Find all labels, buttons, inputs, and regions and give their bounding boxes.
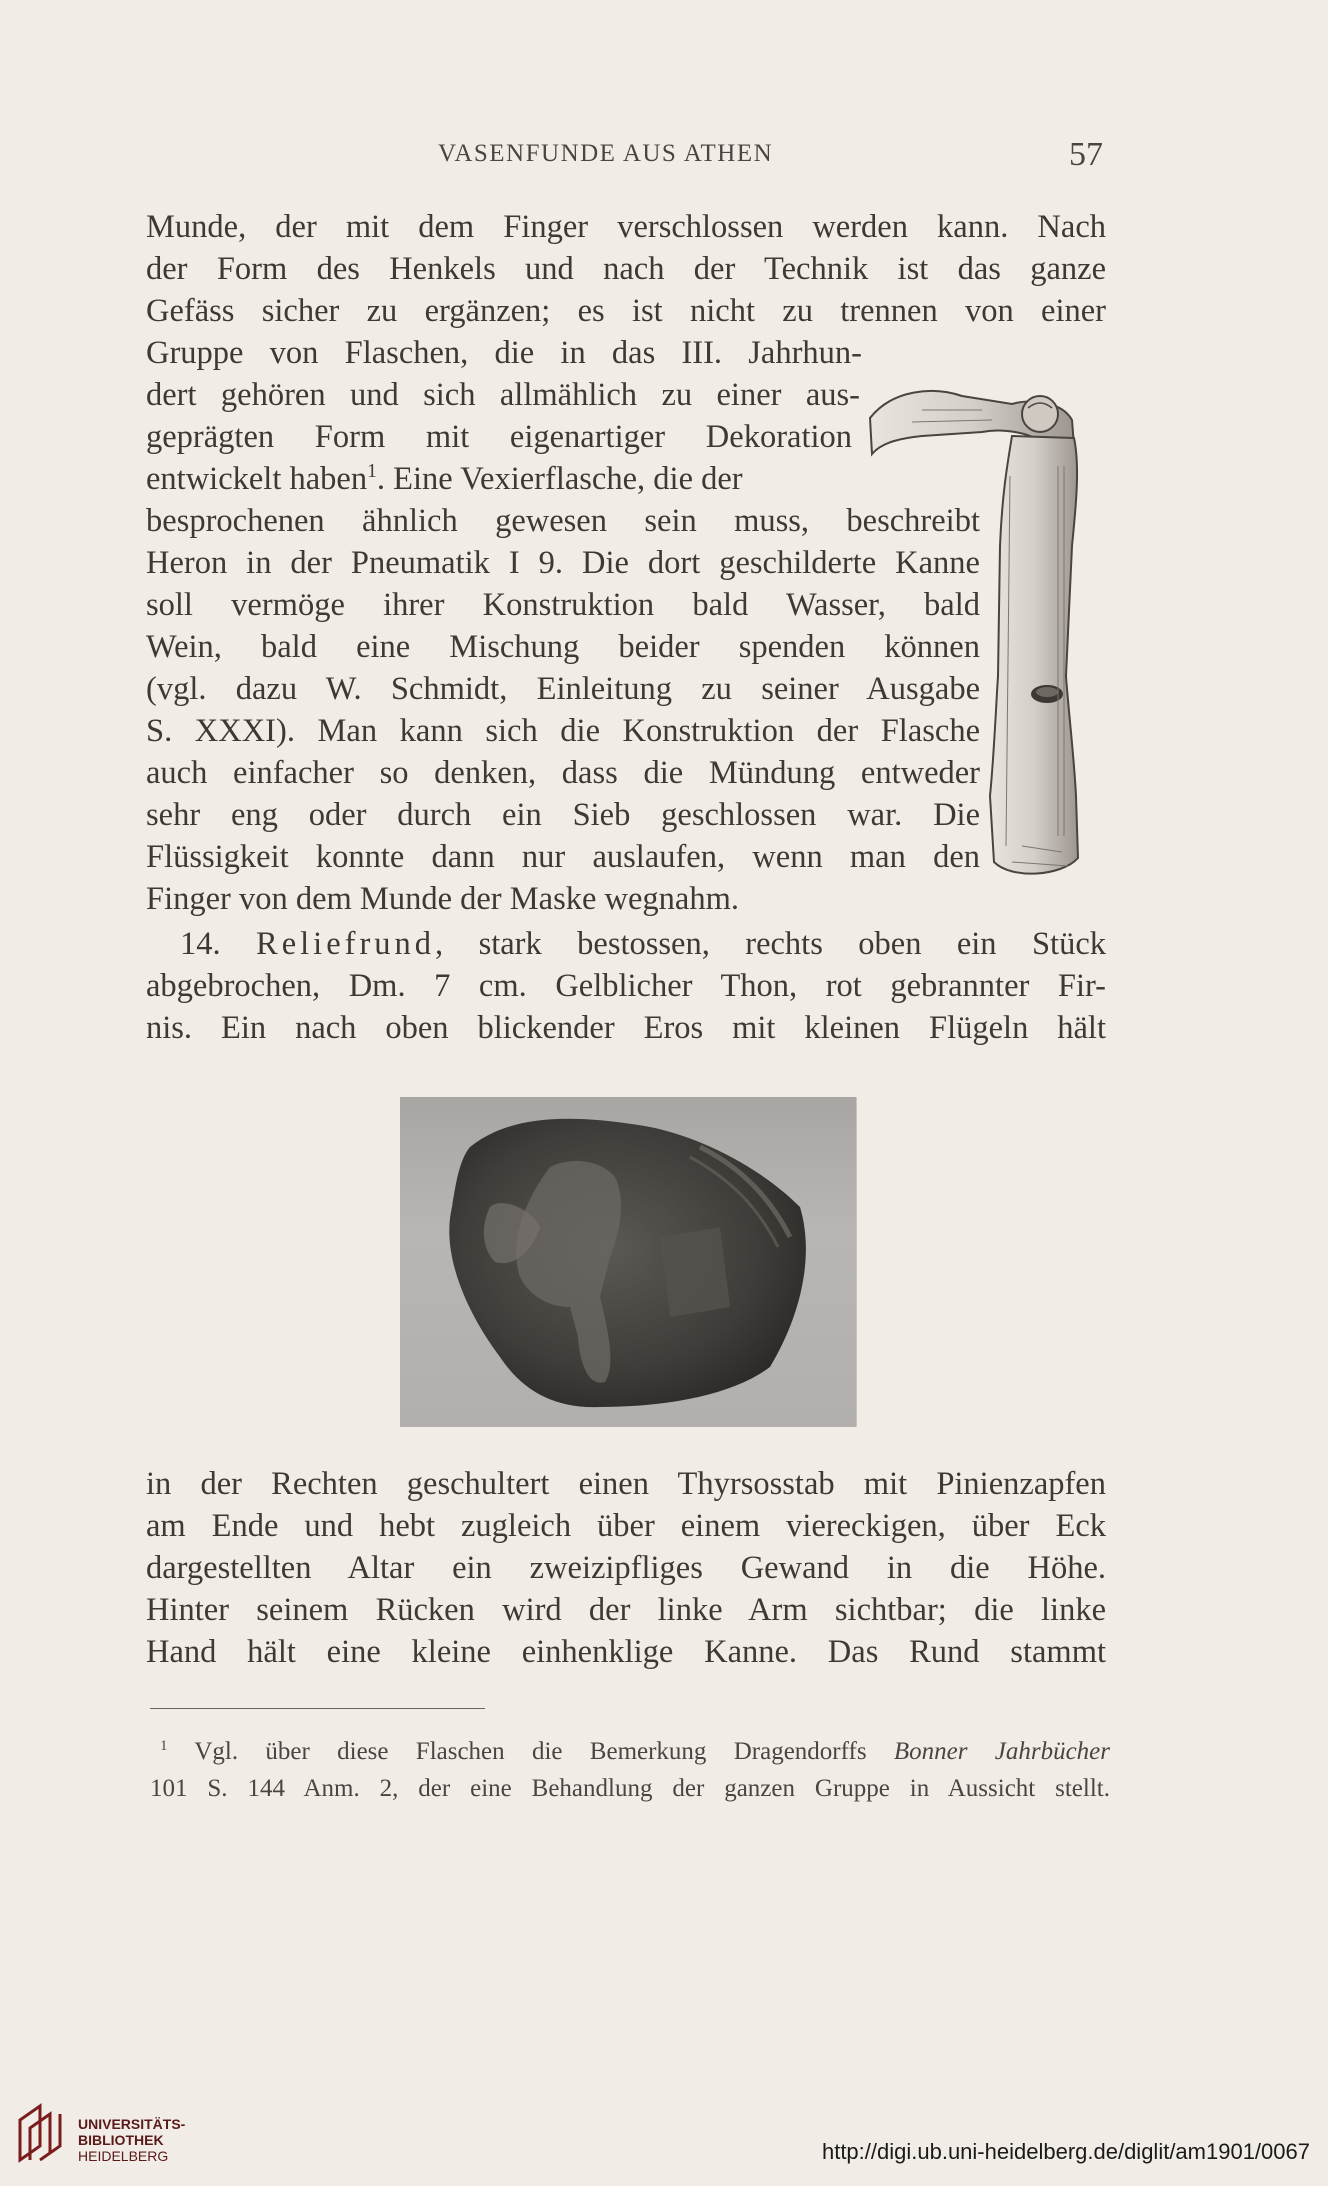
- body-line-18-rest: , stark bestossen, rechts oben ein Stück: [435, 926, 1107, 962]
- flask-illustration: [862, 376, 1092, 896]
- stamp-line-2: BIBLIOTHEK: [78, 2132, 164, 2148]
- body-line-11: Wein, bald eine Mischung beider spenden können: [146, 629, 980, 665]
- body-line-7: [146, 459, 856, 499]
- body-line-15: sehr eng oder durch ein Sieb geschlossen war. Die: [146, 797, 980, 833]
- stamp-line-3: HEIDELBERG: [78, 2148, 169, 2164]
- body-line-6: geprägten Form mit eigenartiger Dekoration: [146, 419, 852, 455]
- body-line-7-start: entwickelt haben: [146, 461, 368, 497]
- footnote-rule: [150, 1708, 485, 1709]
- body-line-8: besprochenen ähnlich gewesen sein muss, beschreibt: [146, 503, 980, 539]
- item-title: Reliefrund: [256, 926, 436, 962]
- body-line-16: Flüssigkeit konnte dann nur auslaufen, wenn man den: [146, 839, 980, 875]
- body-line-24: Hinter seinem Rücken wird der linke Arm sichtbar; die linke: [146, 1592, 1106, 1628]
- body-line-20: nis. Ein nach oben blickender Eros mit kleinen Flügeln hält: [146, 1010, 1106, 1046]
- body-line-1: Munde, der mit dem Finger verschlossen werden kann. Nach: [146, 209, 1106, 245]
- body-line-21: in der Rechten geschultert einen Thyrsosstab mit Pinienzapfen: [146, 1466, 1106, 1502]
- running-head: [143, 136, 1123, 180]
- body-line-23: dargestellten Altar ein zweizipfliges Gewand in die Höhe.: [146, 1550, 1106, 1586]
- body-line-17: Finger von dem Munde der Maske wegnahm.: [146, 881, 739, 917]
- source-url[interactable]: http://digi.ub.uni-heidelberg.de/diglit/am1901/0067: [821, 2139, 1310, 2164]
- library-stamp: [78, 2116, 185, 2164]
- body-line-12: (vgl. dazu W. Schmidt, Einleitung zu seiner Ausgabe: [146, 671, 980, 707]
- body-line-9: Heron in der Pneumatik I 9. Die dort geschilderte Kanne: [146, 545, 980, 581]
- stamp-line-1: UNIVERSITÄTS-: [78, 2116, 186, 2132]
- running-title: VASENFUNDE AUS ATHEN: [438, 140, 774, 167]
- footnote-line-1: [150, 1735, 1110, 1769]
- body-line-18: [146, 924, 1106, 964]
- footnote-line-2: 101 S. 144 Anm. 2, der eine Behandlung der ganzen Gruppe in Aussicht stellt.: [150, 1775, 1110, 1802]
- body-line-13: S. XXXI). Man kann sich die Konstruktion der Flasche: [146, 713, 980, 749]
- library-logo-icon: [14, 2100, 70, 2164]
- relief-fragment-image: [400, 1097, 856, 1427]
- footnote-ref: 1: [367, 461, 377, 483]
- body-line-22: am Ende und hebt zugleich über einem viereckigen, über Eck: [146, 1508, 1106, 1544]
- body-line-2: der Form des Henkels und nach der Technik ist das ganze: [146, 251, 1106, 287]
- page-number: 57: [1069, 136, 1103, 173]
- footnote-marker: 1: [160, 1737, 168, 1754]
- body-line-19: abgebrochen, Dm. 7 cm. Gelblicher Thon, rot gebrannter Fir-: [146, 968, 1106, 1004]
- footnote-text: Vgl. über diese Flaschen die Bemerkung Dragendorffs: [194, 1738, 867, 1765]
- relief-photograph: [400, 1097, 857, 1427]
- body-line-4: Gruppe von Flaschen, die in das III. Jahrhun-: [146, 335, 862, 371]
- body-line-7-end: . Eine Vexierflasche, die der: [376, 461, 743, 497]
- item-number: 14.: [180, 926, 221, 962]
- footnote-journal: Bonner Jahrbücher: [893, 1738, 1110, 1765]
- body-line-14: auch einfacher so denken, dass die Mündung entweder: [146, 755, 980, 791]
- body-line-10: soll vermöge ihrer Konstruktion bald Wasser, bald: [146, 587, 980, 623]
- body-line-5: dert gehören und sich allmählich zu einer aus-: [146, 377, 860, 413]
- body-line-25: Hand hält eine kleine einhenklige Kanne. Das Rund stammt: [146, 1634, 1106, 1670]
- body-line-3: Gefäss sicher zu ergänzen; es ist nicht zu trennen von einer: [146, 293, 1106, 329]
